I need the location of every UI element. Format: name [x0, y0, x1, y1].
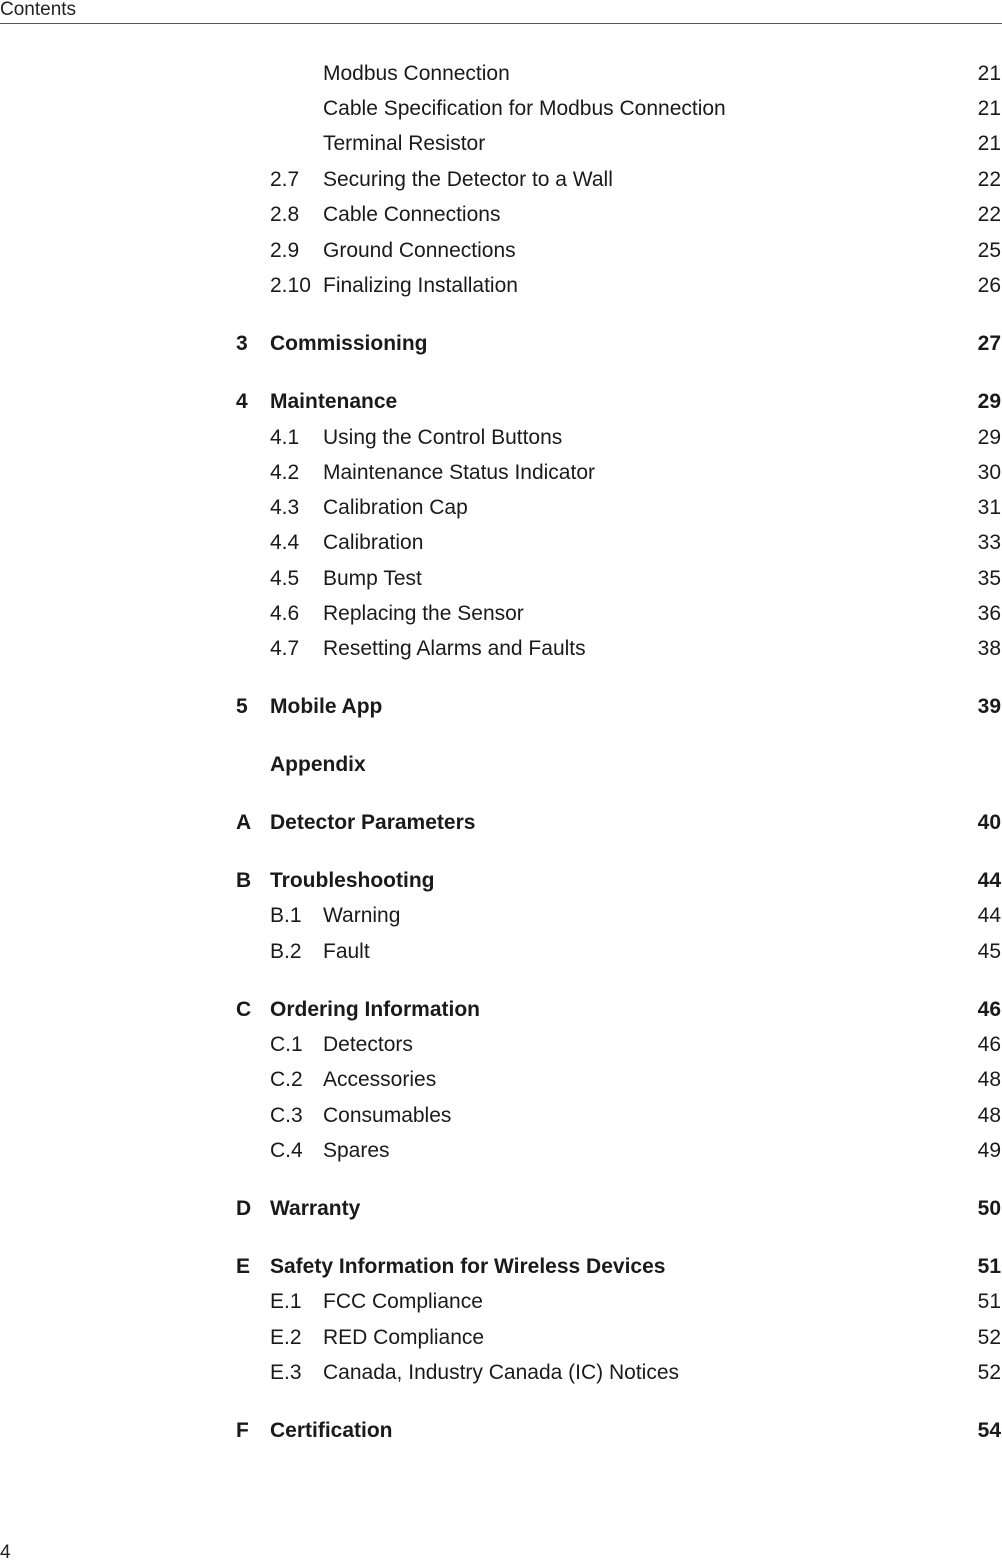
toc-entry-title: Mobile App [270, 692, 388, 722]
toc-entry-page: 54 [972, 1416, 1001, 1446]
toc-entry-page: 29 [972, 387, 1001, 417]
toc-entry-title: Using the Control Buttons [323, 423, 568, 453]
toc-entry-title: Warranty [270, 1194, 366, 1224]
toc-entry-page: 52 [972, 1323, 1001, 1353]
toc-entry[interactable] [0, 1101, 1002, 1131]
toc-entry-title: Ordering Information [270, 995, 486, 1025]
toc-entry[interactable] [0, 458, 1002, 488]
header-title: Contents [0, 0, 77, 20]
toc-entry-page: 30 [972, 458, 1001, 488]
toc-entry-page: 46 [972, 995, 1001, 1025]
toc-entry-title: Securing the Detector to a Wall [323, 165, 619, 195]
toc-entry[interactable] [0, 564, 1002, 594]
toc-entry[interactable] [0, 1065, 1002, 1095]
toc-entry-title: Maintenance Status Indicator [323, 458, 601, 488]
toc-entry[interactable] [0, 1136, 1002, 1166]
toc-entry-page: 33 [972, 528, 1001, 558]
toc-entry[interactable] [0, 901, 1002, 931]
toc-entry[interactable] [0, 1030, 1002, 1060]
toc-entry-title: Canada, Industry Canada (IC) Notices [323, 1358, 685, 1388]
toc-entry[interactable] [0, 528, 1002, 558]
toc-entry-title: Fault [323, 937, 376, 967]
toc-entry-page: 22 [972, 165, 1001, 195]
toc-entry-number: 2.7 [270, 168, 300, 191]
toc-entry-title: Troubleshooting [270, 866, 440, 896]
toc-entry[interactable] [0, 423, 1002, 453]
toc-entry-title: Detectors [323, 1030, 419, 1060]
toc-entry-number: C.3 [270, 1104, 303, 1127]
toc-entry[interactable] [0, 59, 1002, 89]
toc-entry-title: Warning [323, 901, 406, 931]
toc-entry[interactable] [0, 1323, 1002, 1353]
toc-entry-title: Spares [323, 1136, 396, 1166]
toc-entry-page: 38 [972, 634, 1001, 664]
toc-entry-title: Terminal Resistor [323, 129, 491, 159]
toc-entry[interactable] [0, 1416, 1002, 1446]
toc-entry[interactable] [0, 236, 1002, 266]
toc-entry-page: 29 [972, 423, 1001, 453]
toc-entry-page: 31 [972, 493, 1001, 523]
toc-entry-page: 49 [972, 1136, 1001, 1166]
toc-entry[interactable] [0, 995, 1002, 1025]
toc-entry-title: Detector Parameters [270, 808, 481, 838]
toc-entry-number: 2.8 [270, 203, 300, 226]
toc-entry-title: Cable Connections [323, 200, 506, 230]
toc-entry-number: 4.3 [270, 496, 300, 519]
toc-entry[interactable] [0, 129, 1002, 159]
toc-entry-page: 21 [972, 59, 1001, 89]
toc-entry-title: Consumables [323, 1101, 457, 1131]
toc-entry-page: 48 [972, 1101, 1001, 1131]
toc-entry-number: 3 [236, 332, 248, 355]
toc-entry-number: C.1 [270, 1033, 303, 1056]
toc-entry-number: 5 [236, 695, 248, 718]
toc-entry-page: 52 [972, 1358, 1001, 1388]
toc-entry-title: FCC Compliance [323, 1287, 489, 1317]
toc-entry[interactable] [0, 1358, 1002, 1388]
toc-entry-number: C [236, 998, 252, 1021]
toc-entry-page: 21 [972, 129, 1001, 159]
toc-entry-page: 26 [972, 271, 1001, 301]
toc-entry-number: D [236, 1197, 252, 1220]
toc-entry-title: Maintenance [270, 387, 403, 417]
toc-entry-number: B.1 [270, 904, 302, 927]
toc-entry-page: 40 [972, 808, 1001, 838]
toc-entry-number: 4.2 [270, 461, 300, 484]
toc-entry-title: Replacing the Sensor [323, 599, 530, 629]
toc-entry-number: E.1 [270, 1290, 302, 1313]
toc-entry[interactable] [0, 94, 1002, 124]
toc-entry-title: Ground Connections [323, 236, 522, 266]
toc-entry[interactable] [0, 599, 1002, 629]
toc-entry-number: 4.1 [270, 426, 300, 449]
toc-entry-page: 22 [972, 200, 1001, 230]
toc-entry[interactable] [0, 329, 1002, 359]
toc-entry-title: Appendix [270, 750, 372, 780]
toc-entry-number: C.4 [270, 1139, 303, 1162]
toc-entry-number: 2.9 [270, 239, 300, 262]
toc-entry-number: 2.10 [270, 274, 311, 297]
toc-entry[interactable] [0, 1194, 1002, 1224]
toc-entry-title: Cable Specification for Modbus Connection [323, 94, 732, 124]
toc-entry-title: Certification [270, 1416, 399, 1446]
toc-entry-number: A [236, 811, 252, 834]
toc-entry-title: Modbus Connection [323, 59, 516, 89]
toc-entry-page: 39 [972, 692, 1001, 722]
toc-entry-number: 4 [236, 390, 248, 413]
toc-entry-number: E.3 [270, 1361, 302, 1384]
toc-entry[interactable] [0, 634, 1002, 664]
toc-entry-page: 27 [972, 329, 1001, 359]
toc-entry-title: Calibration Cap [323, 493, 474, 523]
toc-entry-title: Safety Information for Wireless Devices [270, 1252, 671, 1282]
toc-entry-page: 48 [972, 1065, 1001, 1095]
toc-entry-title: Accessories [323, 1065, 442, 1095]
toc-entry-number: 4.4 [270, 531, 300, 554]
toc-entry[interactable] [0, 1252, 1002, 1282]
toc-entry[interactable] [0, 165, 1002, 195]
toc-entry-number: C.2 [270, 1068, 303, 1091]
toc-entry-number: F [236, 1419, 249, 1442]
toc-entry[interactable] [0, 1287, 1002, 1317]
toc-entry-page: 46 [972, 1030, 1001, 1060]
toc-entry-number: 4.7 [270, 637, 300, 660]
toc-entry-title: Calibration [323, 528, 429, 558]
toc-entry[interactable] [0, 692, 1002, 722]
toc-entry-title: RED Compliance [323, 1323, 490, 1353]
toc-entry-title: Finalizing Installation [323, 271, 524, 301]
toc-entry-number: 4.5 [270, 567, 300, 590]
toc-entry-title: Resetting Alarms and Faults [323, 634, 592, 664]
toc-entry-title: Commissioning [270, 329, 434, 359]
toc-entry[interactable] [0, 750, 1002, 780]
toc-entry-page: 25 [972, 236, 1001, 266]
toc-entry-page: 45 [972, 937, 1001, 967]
toc-entry-page: 35 [972, 564, 1001, 594]
toc-entry[interactable] [0, 387, 1002, 417]
toc-entry-page: 44 [972, 866, 1001, 896]
toc-entry-page: 51 [972, 1287, 1001, 1317]
toc-entry-number: E [236, 1255, 251, 1278]
toc-entry-number: B.2 [270, 940, 302, 963]
toc-entry-number: E.2 [270, 1326, 302, 1349]
toc-entry-number: 4.6 [270, 602, 300, 625]
toc-entry[interactable] [0, 937, 1002, 967]
page-number: 4 [0, 1542, 11, 1563]
toc-entry[interactable] [0, 493, 1002, 523]
toc-entry-number: B [236, 869, 252, 892]
toc-entry[interactable] [0, 808, 1002, 838]
toc-entry-page: 51 [972, 1252, 1001, 1282]
toc-entry-title: Bump Test [323, 564, 428, 594]
toc-entry-page: 50 [972, 1194, 1001, 1224]
toc-entry-page: 21 [972, 94, 1001, 124]
toc-entry[interactable] [0, 271, 1002, 301]
toc-entry[interactable] [0, 866, 1002, 896]
toc-entry[interactable] [0, 200, 1002, 230]
toc-entry-page: 44 [972, 901, 1001, 931]
toc-entry-page: 36 [972, 599, 1001, 629]
